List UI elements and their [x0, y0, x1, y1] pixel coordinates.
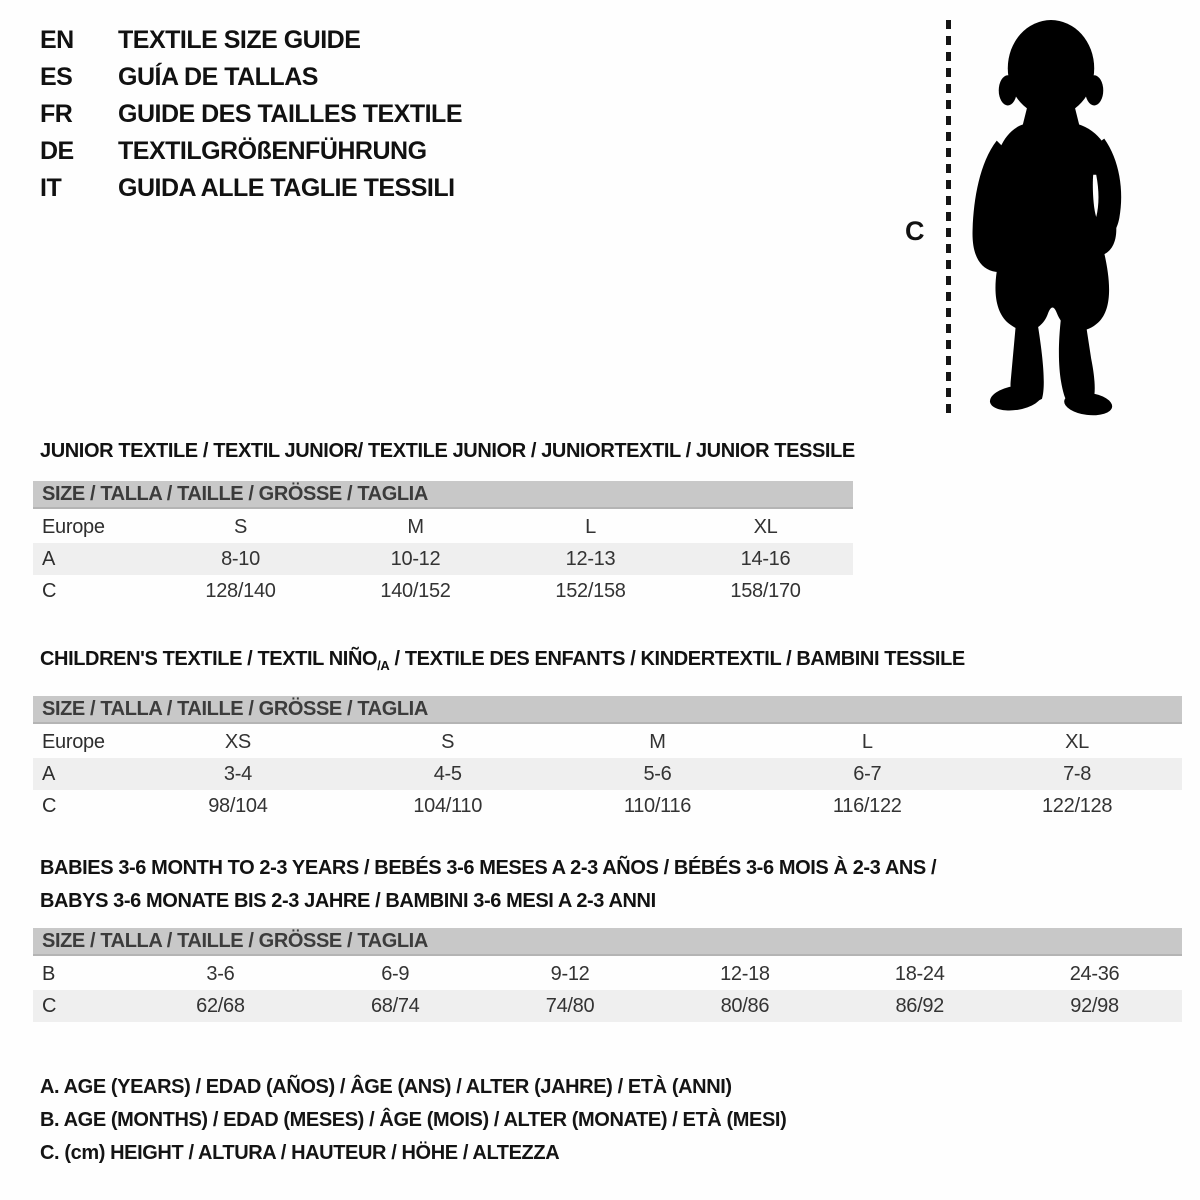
junior-size-table — [33, 511, 853, 607]
junior-row-height — [33, 575, 853, 607]
children-row-age — [33, 758, 1182, 790]
junior-size-header-bar — [33, 481, 853, 509]
babies-age-value: 12-18 — [720, 962, 770, 985]
legend-line-c: C. (cm) HEIGHT / ALTURA / HAUTEUR / HÖHE / ALTEZZA — [40, 1142, 560, 1164]
lang-title-de: TEXTILGRÖßENFÜHRUNG — [118, 137, 427, 165]
babies-title-line2: BABYS 3-6 MONATE BIS 2-3 JAHRE / BAMBINI 3-6 MESI A 2-3 ANNI — [40, 890, 656, 912]
junior-section-title: JUNIOR TEXTILE / TEXTIL JUNIOR/ TEXTILE JUNIOR / JUNIORTEXTIL / JUNIOR TESSILE — [40, 440, 855, 462]
children-age-value: 5-6 — [643, 762, 672, 785]
children-row-label-europe: Europe — [42, 730, 105, 753]
babies-age-value: 6-9 — [381, 962, 410, 985]
children-height-value: 98/104 — [208, 794, 268, 817]
children-height-value: 110/116 — [623, 794, 692, 817]
lang-row-it — [40, 170, 462, 207]
junior-section — [33, 440, 855, 607]
children-title-main: CHILDREN'S TEXTILE / TEXTIL NIÑO — [40, 648, 378, 670]
babies-age-value: 9-12 — [550, 962, 590, 985]
lang-code-en: EN — [40, 26, 74, 54]
babies-size-header-bar — [33, 928, 1182, 956]
junior-size-s: S — [233, 515, 248, 538]
babies-height-value: 74/80 — [545, 994, 595, 1017]
lang-title-fr: GUIDE DES TAILLES TEXTILE — [118, 100, 463, 128]
children-size-header-label: SIZE / TALLA / TAILLE / GRÖSSE / TAGLIA — [42, 697, 428, 720]
language-title-list — [40, 22, 462, 207]
junior-age-value: 14-16 — [740, 547, 791, 570]
babies-row-label-height: C — [42, 994, 57, 1017]
babies-title-line1: BABIES 3-6 MONTH TO 2-3 YEARS / BEBÉS 3-6 MESES A 2-3 AÑOS / BÉBÉS 3-6 MOIS À 2-3 ANS / — [40, 857, 937, 879]
lang-title-es: GUÍA DE TALLAS — [118, 63, 318, 91]
babies-height-value: 62/68 — [196, 994, 245, 1017]
children-size-header-bar — [33, 696, 1182, 724]
legend-line-b: B. AGE (MONTHS) / EDAD (MESES) / ÂGE (MOIS) / ALTER (MONATE) / ETÀ (MESI) — [40, 1109, 787, 1131]
children-row-label-age: A — [42, 762, 56, 785]
babies-age-value: 24-36 — [1069, 962, 1120, 985]
children-row-height — [33, 790, 1182, 822]
children-height-value: 104/110 — [413, 794, 483, 817]
babies-section-title — [33, 852, 1182, 918]
junior-height-value: 158/170 — [730, 579, 801, 602]
children-age-value: 3-4 — [223, 762, 252, 785]
junior-row-label-age: A — [42, 547, 56, 570]
children-height-value: 116/122 — [832, 794, 902, 817]
junior-height-value: 140/152 — [380, 579, 451, 602]
children-section — [33, 648, 1182, 822]
toddler-silhouette-image — [964, 14, 1140, 416]
junior-row-europe — [33, 511, 853, 543]
babies-row-height — [33, 990, 1182, 1022]
junior-height-value: 128/140 — [205, 579, 276, 602]
babies-age-value: 18-24 — [894, 962, 945, 985]
children-age-value: 6-7 — [853, 762, 882, 785]
babies-row-age — [33, 958, 1182, 990]
children-title-subscript: /A — [377, 658, 390, 673]
babies-height-value: 68/74 — [370, 994, 420, 1017]
height-measure-dashed-line — [946, 20, 951, 416]
babies-height-value: 92/98 — [1070, 994, 1119, 1017]
children-size-xs: XS — [224, 730, 251, 753]
junior-size-xl: XL — [753, 515, 778, 538]
junior-row-label-europe: Europe — [42, 515, 105, 538]
legend-block — [40, 1071, 786, 1170]
babies-row-label-age: B — [42, 962, 56, 985]
lang-code-es: ES — [40, 63, 73, 91]
children-size-table — [33, 726, 1182, 822]
junior-size-l: L — [585, 515, 596, 538]
babies-size-header-label: SIZE / TALLA / TAILLE / GRÖSSE / TAGLIA — [42, 929, 428, 952]
junior-row-age — [33, 543, 853, 575]
lang-title-it: GUIDA ALLE TAGLIE TESSILI — [118, 174, 455, 202]
lang-row-en — [40, 22, 462, 59]
children-size-m: M — [649, 730, 666, 753]
lang-code-it: IT — [40, 174, 62, 202]
height-label-c: C — [905, 216, 925, 246]
children-title-rest: / TEXTILE DES ENFANTS / KINDERTEXTIL / BAMBINI TESSILE — [389, 648, 965, 670]
lang-row-fr — [40, 96, 462, 133]
children-size-xl: XL — [1065, 730, 1090, 753]
lang-row-es — [40, 59, 462, 96]
junior-size-header-label: SIZE / TALLA / TAILLE / GRÖSSE / TAGLIA — [42, 482, 428, 505]
junior-height-value: 152/158 — [555, 579, 626, 602]
babies-age-value: 3-6 — [206, 962, 235, 985]
lang-code-de: DE — [40, 137, 74, 165]
junior-age-value: 12-13 — [565, 547, 616, 570]
children-row-label-height: C — [42, 794, 57, 817]
lang-row-de — [40, 133, 462, 170]
children-size-s: S — [441, 730, 455, 753]
junior-row-label-height: C — [42, 579, 57, 602]
lang-title-en: TEXTILE SIZE GUIDE — [118, 26, 361, 54]
children-size-l: L — [861, 730, 873, 753]
junior-age-value: 8-10 — [221, 547, 260, 570]
babies-section — [33, 852, 1182, 1022]
children-row-europe — [33, 726, 1182, 758]
children-height-value: 122/128 — [1041, 794, 1113, 817]
junior-size-m: M — [407, 515, 424, 538]
babies-size-table — [33, 958, 1182, 1022]
legend-line-a: A. AGE (YEARS) / EDAD (AÑOS) / ÂGE (ANS) / ALTER (JAHRE) / ETÀ (ANNI) — [40, 1076, 732, 1098]
babies-height-value: 86/92 — [895, 994, 944, 1017]
babies-height-value: 80/86 — [720, 994, 770, 1017]
children-age-value: 4-5 — [433, 762, 462, 785]
junior-age-value: 10-12 — [390, 547, 441, 570]
children-age-value: 7-8 — [1063, 762, 1092, 785]
lang-code-fr: FR — [40, 100, 73, 128]
children-section-title — [33, 648, 1182, 677]
